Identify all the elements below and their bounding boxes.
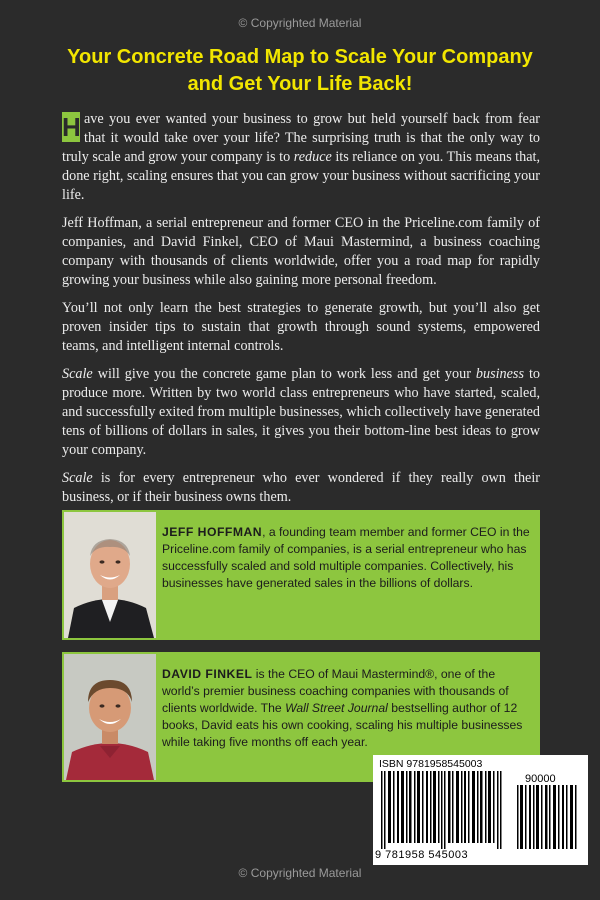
isbn-barcode (373, 755, 588, 865)
paragraph-4: Scale will give you the concrete game plan to work less and get your business to produce more. Written by two world class entrepreneurs who have started, scaled, and successfully exited from multiple businesses, which collectively have generated tens of billions of dollars in sales, it gives you their bottom-line best ideas to grow your company. (62, 366, 540, 458)
author-photo-david-finkel (64, 654, 156, 780)
barcode-bars (373, 771, 588, 849)
barcode-digits: 9 781958 545003 (375, 849, 469, 861)
bio-text-david-finkel: DAVID FINKEL is the CEO of Maui Mastermind®, one of the world’s premier business coaching companies with thousands of clients worldwide. The Wall Street Journal bestselling author of 12 books, David eats his own cooking, scaling his multiple businesses while taking five months off each year. (162, 667, 523, 749)
author-bio-jeff-hoffman (62, 510, 540, 640)
author-name: DAVID FINKEL (162, 667, 253, 681)
paragraph-3: You’ll not only learn the best strategies to generate growth, but you’ll also get proven insider tips to sustain that growth through sound systems, empowered teams, and intelligent internal controls. (62, 300, 540, 354)
headline-line-2: and Get Your Life Back! (187, 73, 413, 95)
headline (20, 44, 580, 98)
paragraph-2: Jeff Hoffman, a serial entrepreneur and former CEO in the Priceline.com family of companies, and David Finkel, CEO of Maui Mastermind, a business coaching company with thousands of clients worldwide, offer you a road map for rapidly growing your business while also gaining more personal freedom. (62, 215, 540, 288)
headline-line-1: Your Concrete Road Map to Scale Your Company (67, 46, 533, 68)
drop-cap: H (62, 112, 81, 142)
description (62, 110, 540, 516)
paragraph-5: Scale is for every entrepreneur who ever wondered if they really own their business, or if their business owns them. (62, 470, 540, 505)
watermark-top: © Copyrighted Material (238, 16, 362, 30)
isbn-label: ISBN 9781958545003 (379, 758, 483, 770)
bio-text-jeff-hoffman: JEFF HOFFMAN, a founding team member and former CEO in the Priceline.com family of companies, is a serial entrepreneur who has successfully scaled and sold multiple companies. Collectively, his businesses have generated sales in the billions of dollars. (162, 525, 530, 590)
paragraph-1: H ave you ever wanted your business to grow but held yourself back from fear that it would take over your life? The surprising truth is that the only way to truly scale and grow your company is to reduce its reliance on you. This means that, done right, scaling ensures that you can grow your business without sacrificing your life. (62, 111, 540, 203)
price-code: 90000 (525, 773, 556, 785)
watermark-bottom: © Copyrighted Material (238, 866, 362, 880)
author-name: JEFF HOFFMAN (162, 525, 263, 539)
author-photo-jeff-hoffman (64, 512, 156, 638)
